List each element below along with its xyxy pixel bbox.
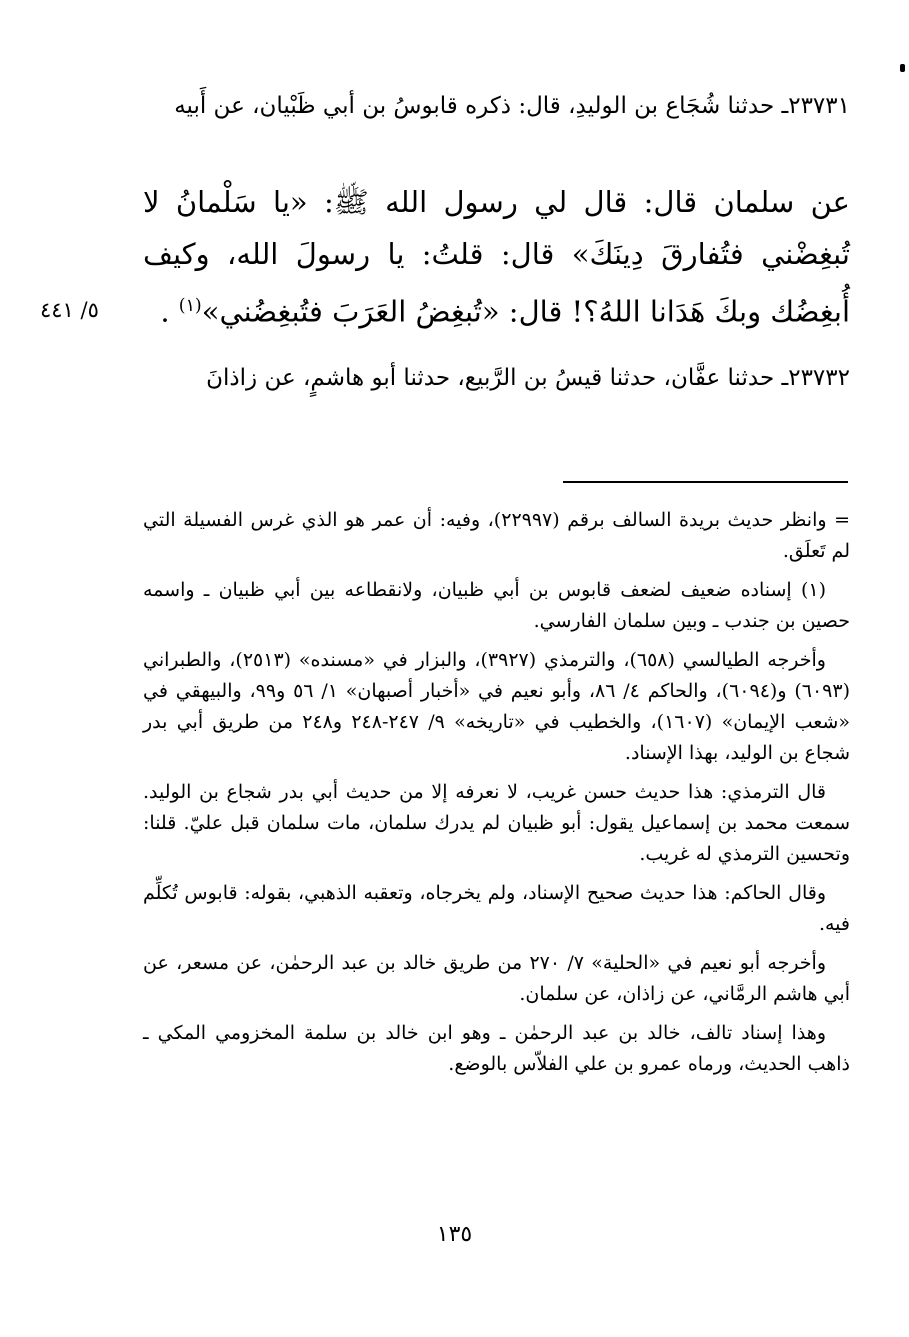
footnotes-section (143, 505, 850, 1088)
scan-edge-mark (900, 64, 905, 72)
footnote-paragraph: = وانظر حديث بريدة السالف برقم (٢٢٩٩٧)، وفيه: أن عمر هو الذي غرس الفسيلة التي لم تَعلَق. (143, 509, 850, 562)
margin-volume-page-reference: ٥/ ٤٤١ (40, 298, 99, 322)
page-number: ١٣٥ (436, 1222, 473, 1247)
footnote-paragraph: وأخرجه أبو نعيم في «الحلية» ٧/ ٢٧٠ من طريق خالد بن عبد الرحمٰن، عن مسعر، عن أبي هاشم الرمَّاني، عن زاذان، عن سلمان. (143, 952, 850, 1005)
hadith-23732-chain: ٢٣٧٣٢ـ حدثنا عفَّان، حدثنا قيسُ بن الرَّبيع، حدثنا أبو هاشمٍ، عن زاذانَ (206, 365, 850, 391)
hadith-23731-end: . (160, 294, 179, 329)
footnote-paragraph: وقال الحاكم: هذا حديث صحيح الإسناد، ولم يخرجاه، وتعقبه الذهبي، بقوله: قابوس تُكلِّم فيه. (143, 882, 850, 935)
footnote-paragraph: قال الترمذي: هذا حديث حسن غريب، لا نعرفه إلا من حديث أبي بدر شجاع بن الوليد. سمعت محمد بن إسماعيل يقول: أبو ظبيان لم يدرك سلمان، مات سلمان قبل عليّ. قلنا: وتحسين الترمذي له غريب. (143, 781, 850, 865)
hadith-23731-text (143, 176, 850, 338)
footnote-paragraph: (١) إسناده ضعيف لضعف قابوس بن أبي ظبيان، ولانقطاعه بين أبي ظبيان ـ واسمه حصين بن جندب ـ وبين سلمان الفارسي. (143, 579, 850, 632)
footnote-paragraph: وأخرجه الطيالسي (٦٥٨)، والترمذي (٣٩٢٧)، والبزار في «مسنده» (٢٥١٣)، والطبراني (٦٠٩٣) و(٦٠٩٤)، والحاكم ٤/ ٨٦، وأبو نعيم في «أخبار أصبهان» ١/ ٥٦ و٩٩، والبيهقي في «شعب الإيمان» (١٦٠٧)، والخطيب في «تاريخه» ٩/ ٢٤٧-٢٤٨ و٢٤٨ من طريق أبي بدر شجاع بن الوليد، بهذا الإسناد. (143, 649, 850, 764)
hadith-23731-matn: عن سلمان قال: قال لي رسول الله ﷺ: «يا سَلْمانُ لا تُبغِضْني فتُفارقَ دِينَكَ» قال: قلتُ: يا رسولَ الله، وكيف أُبغِضُك وبكَ هَدَانا اللهُ؟! قال: «تُبغِضُ العَرَبَ فتُبغِضُني» (143, 185, 850, 329)
footnote-paragraph: وهذا إسناد تالف، خالد بن عبد الرحمٰن ـ وهو ابن خالد بن سلمة المخزومي المكي ـ ذاهب الحديث، ورماه عمرو بن علي الفلاّس بالوضع. (143, 1022, 850, 1075)
hadith-23731-chain: ٢٣٧٣١ـ حدثنا شُجَاع بن الوليدِ، قال: ذكره قابوسُ بن أبي ظَبْيان، عن أَبيه (174, 93, 850, 119)
footnote-marker[interactable]: (١) (178, 296, 202, 316)
hadith-23732-header (143, 352, 850, 405)
hadith-23731-header (143, 80, 850, 133)
footnote-separator (563, 481, 848, 483)
